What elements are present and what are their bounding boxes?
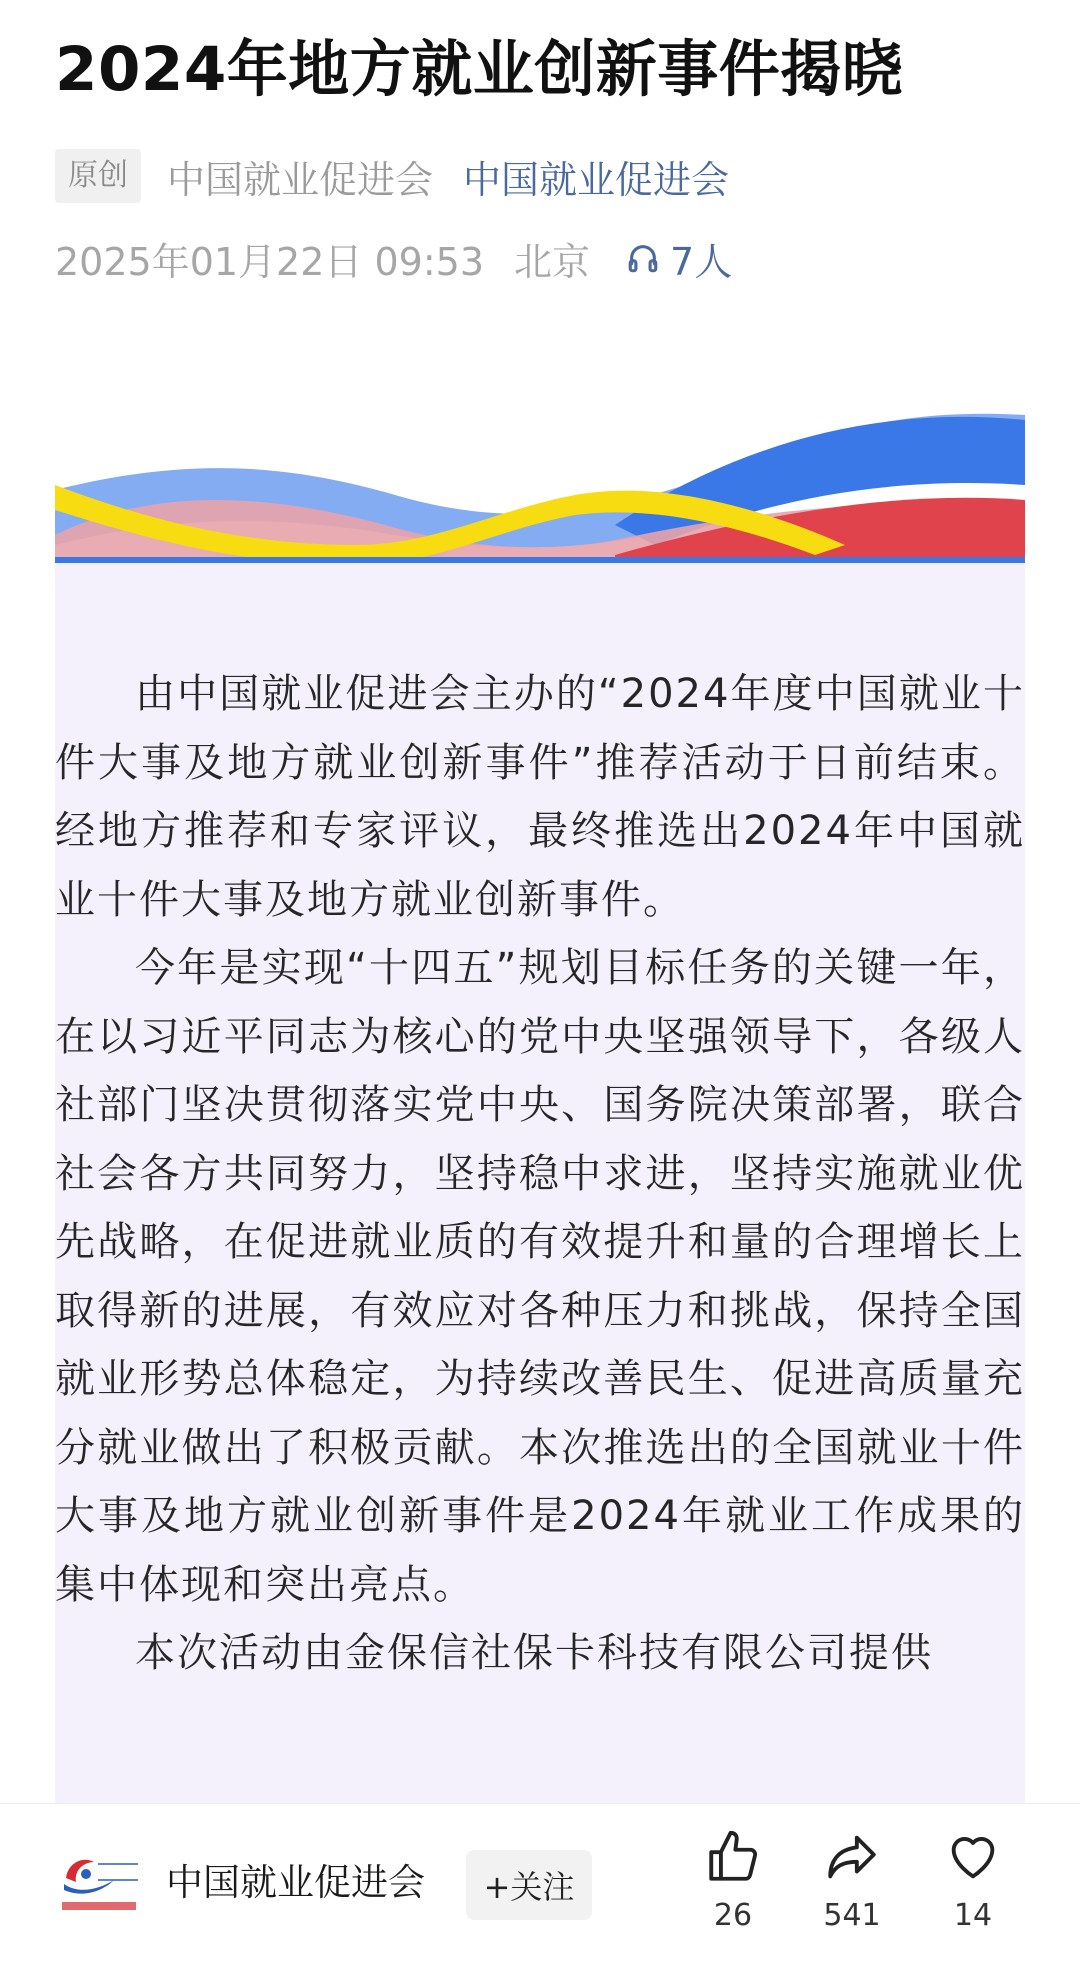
favorite-count: 14 — [953, 1898, 993, 1933]
paragraph-3: 本次活动由金保信社保卡科技有限公司提供 — [135, 1630, 933, 1676]
bottom-action-bar — [0, 1803, 1080, 1965]
publish-location: 北京 — [514, 239, 591, 284]
like-button[interactable] — [678, 1828, 788, 1933]
source-account-link[interactable]: 中国就业促进会 — [463, 157, 730, 202]
share-button[interactable] — [797, 1828, 907, 1933]
article-body — [55, 660, 1025, 1688]
like-count: 26 — [713, 1898, 753, 1933]
heart-icon — [944, 1828, 1002, 1886]
source-name: 中国就业促进会 — [167, 157, 434, 202]
share-count: 541 — [823, 1898, 881, 1933]
paragraph-1: 由中国就业促进会主办的“2024年度中国就业十件大事及地方就业创新事件”推荐活动于日前结束。经地方推荐和专家评议，最终推选出2024年中国就业十件大事及地方就业创新事件。 — [55, 671, 1025, 923]
headphones-icon — [626, 241, 660, 275]
share-arrow-icon — [823, 1828, 881, 1886]
article-source-row — [55, 148, 729, 204]
follow-button[interactable]: +关注 — [466, 1850, 592, 1920]
article-title: 2024年地方就业创新事件揭晓 — [55, 34, 904, 105]
favorite-button[interactable] — [918, 1828, 1028, 1933]
article-meta-row — [55, 232, 732, 284]
listen-button[interactable] — [626, 231, 732, 286]
aep-logo-icon[interactable] — [58, 1850, 140, 1916]
thumbs-up-icon — [704, 1828, 762, 1886]
publish-date: 2025年01月22日 09:53 — [55, 239, 485, 284]
paragraph-2: 今年是实现“十四五”规划目标任务的关键一年，在以习近平同志为核心的党中央坚强领导下，各级人社部门坚决贯彻落实党中央、国务院决策部署，联合社会各方共同努力，坚持稳中求进，坚持实施就业优先战略，在促进就业质的有效提升和量的合理增长上取得新的进展，有效应对各种压力和挑战，保持全国就业形势总体稳定，为持续改善民生、促进高质量充分就业做出了积极贡献。本次推选出的全国就业十件大事及地方就业创新事件是2024年就业工作成果的集中体现和突出亮点。 — [55, 945, 1025, 1608]
account-name[interactable]: 中国就业促进会 — [166, 1861, 425, 1904]
header-ribbon-banner — [55, 405, 1025, 565]
listener-count: 7人 — [670, 239, 733, 284]
original-badge: 原创 — [55, 149, 141, 203]
